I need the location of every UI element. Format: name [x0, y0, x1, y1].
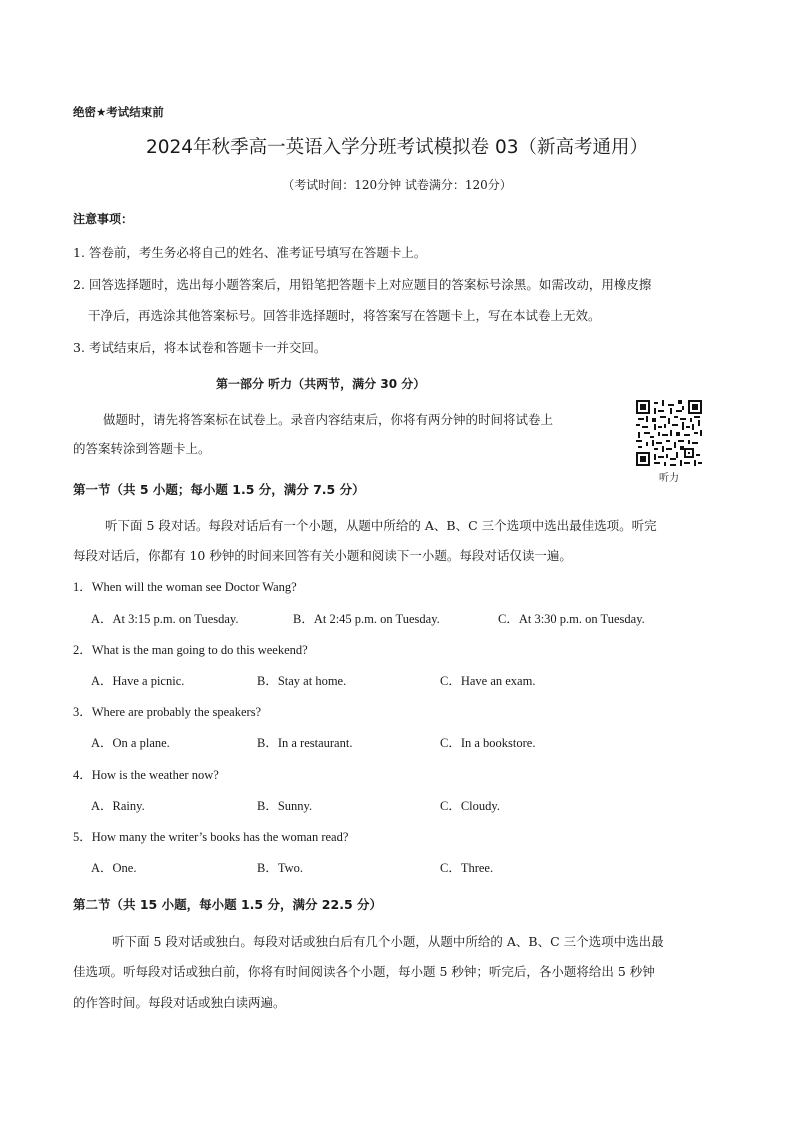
q5-option-b: B．Two. [257, 861, 304, 875]
section2-instruction-end: 的作答时间。每段对话或独白读两遍。 [73, 995, 286, 1010]
section2-instruction: 听下面 5 段对话或独白。每段对话或独白后有几个小题，从题中所给的 A、B、C 三个选项中选出最 [112, 934, 664, 949]
exam-subtitle: （考试时间：120分钟 试卷满分：120分） [282, 178, 512, 192]
q5-option-c: C．Three. [440, 861, 494, 875]
q5-option-a: A．One. [91, 861, 137, 875]
question-1: 1．When will the woman see Doctor Wang? [73, 580, 297, 594]
question-2: 2．What is the man going to do this weekend? [73, 643, 308, 657]
notice-item-1: 1. 答卷前，考生务必将自己的姓名、准考证号填写在答题卡上。 [73, 245, 427, 260]
notice-item-3: 3. 考试结束后，将本试卷和答题卡一并交回。 [73, 340, 327, 355]
notice-heading: 注意事项： [73, 212, 134, 226]
confidential-label: 绝密★考试结束前 [73, 105, 164, 119]
section1-instruction: 听下面 5 段对话。每段对话后有一个小题，从题中所给的 A、B、C 三个选项中选出最佳选项。听完 [105, 518, 657, 533]
section2-heading: 第二节（共 15 小题，每小题 1.5 分，满分 22.5 分） [73, 897, 382, 912]
section1-instruction-cont: 每段对话后，你都有 10 秒钟的时间来回答有关小题和阅读下一小题。每段对话仅读一遍。 [73, 548, 572, 563]
part1-instruction-cont: 的答案转涂到答题卡上。 [73, 441, 211, 456]
qr-label: 听力 [659, 473, 679, 484]
q4-option-a: A．Rainy. [91, 799, 145, 813]
q2-option-b: B．Stay at home. [257, 674, 347, 688]
q4-option-c: C．Cloudy. [440, 799, 500, 813]
q2-option-a: A．Have a picnic. [91, 674, 185, 688]
q2-option-c: C．Have an exam. [440, 674, 536, 688]
part1-heading: 第一部分 听力（共两节，满分 30 分） [216, 377, 426, 391]
notice-item-2: 2. 回答选择题时，选出每小题答案后，用铅笔把答题卡上对应题目的答案标号涂黑。如需改动，用橡皮擦 [73, 277, 652, 292]
q4-option-b: B．Sunny. [257, 799, 313, 813]
section1-heading: 第一节（共 5 小题；每小题 1.5 分，满分 7.5 分） [73, 482, 365, 497]
question-4: 4．How is the weather now? [73, 768, 219, 782]
q1-option-a: A．At 3:15 p.m. on Tuesday. [91, 612, 239, 626]
q3-option-c: C．In a bookstore. [440, 736, 536, 750]
qr-code-icon [636, 400, 702, 466]
q3-option-a: A．On a plane. [91, 736, 170, 750]
section2-instruction-cont: 佳选项。听每段对话或独白前，你将有时间阅读各个小题，每小题 5 秒钟；听完后，各小题将给出 5 秒钟 [73, 964, 655, 979]
question-3: 3．Where are probably the speakers? [73, 705, 262, 719]
q1-option-c: C．At 3:30 p.m. on Tuesday. [498, 612, 645, 626]
q1-option-b: B．At 2:45 p.m. on Tuesday. [293, 612, 440, 626]
part1-instruction: 做题时，请先将答案标在试卷上。录音内容结束后，你将有两分钟的时间将试卷上 [103, 412, 554, 427]
exam-title: 2024年秋季高一英语入学分班考试模拟卷 03（新高考通用） [145, 137, 648, 158]
notice-item-2-cont: 干净后，再选涂其他答案标号。回答非选择题时，将答案写在答题卡上，写在本试卷上无效。 [88, 308, 601, 323]
q3-option-b: B．In a restaurant. [257, 736, 353, 750]
question-5: 5．How many the writer’s books has the woman read? [73, 830, 349, 844]
